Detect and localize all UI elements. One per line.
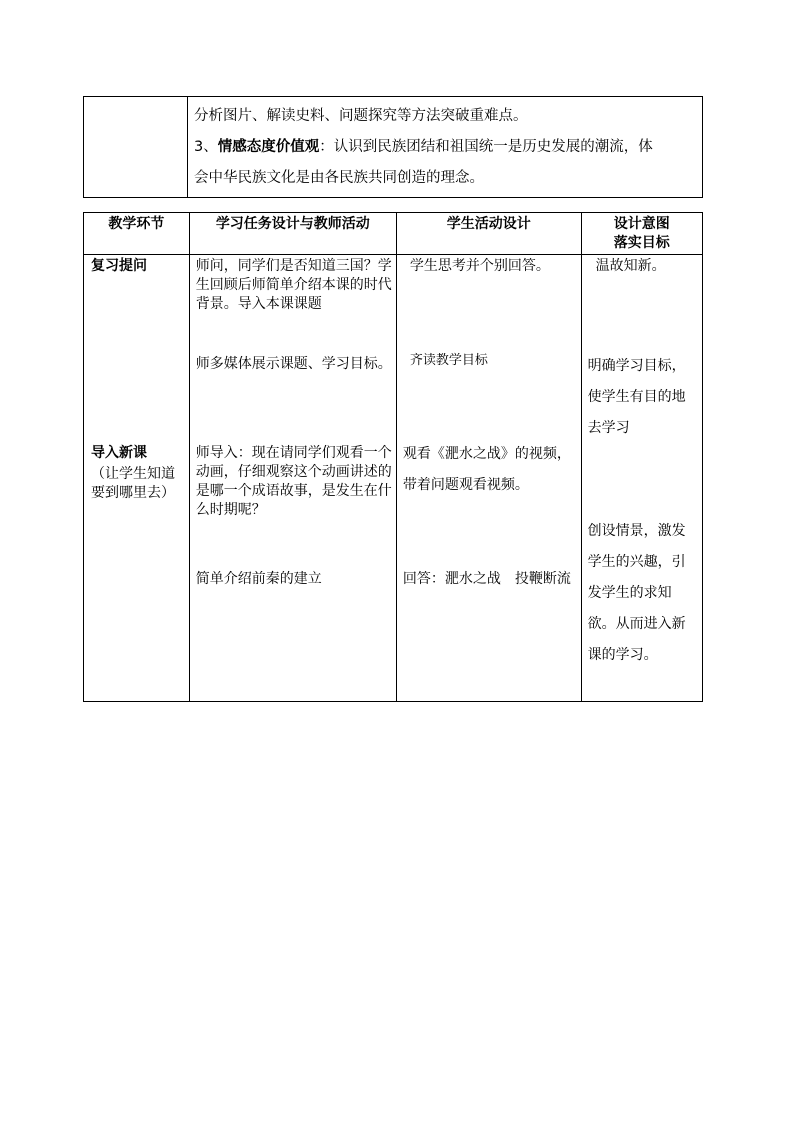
stage-review: 复习提问 <box>91 258 147 274</box>
teacher-activity-1: 师问，同学们是否知道三国？学生回顾后师简单介绍本课的时代背景。导入本课课题 <box>195 258 392 312</box>
objectives-content-cell <box>188 97 703 198</box>
objective-line-3: 会中华民族文化是由各民族共同创造的理念。 <box>194 170 484 186</box>
design-intent-3: 创设情景，激发学生的兴趣，引发学生的求知欲。从而进入新课的学习。 <box>587 523 686 663</box>
student-activity-2: 齐读教学目标 <box>409 353 488 368</box>
objective-text: ：认识到民族团结和祖国统一是历史发展的潮流，体 <box>319 139 653 155</box>
header-student-activity: 学生活动设计 <box>396 213 581 255</box>
objectives-label-cell <box>84 97 188 198</box>
student-activity-1: 学生思考并个别回答。 <box>409 258 550 274</box>
design-intent-1: 温故知新。 <box>595 258 666 274</box>
teacher-activity-3: 师导入：现在请同学们观看一个动画，仔细观察这个动画讲述的是哪一个成语故事，是发生在什么时期呢？ <box>195 445 392 518</box>
objective-number: 3、 <box>194 139 218 155</box>
teacher-activity-cell <box>189 255 396 702</box>
header-design-intent-line2: 落实目标 <box>613 235 670 251</box>
header-teaching-stage: 教学环节 <box>84 213 190 255</box>
lesson-plan-table <box>83 212 703 702</box>
header-teacher-activity: 学习任务设计与教师活动 <box>189 213 396 255</box>
stage-intro-note: （让学生知道要到哪里去） <box>91 466 175 501</box>
teacher-activity-2: 师多媒体展示课题、学习目标。 <box>195 356 392 372</box>
student-activity-4: 回答：淝水之战 投鞭断流 <box>402 571 571 587</box>
objective-heading: 情感态度价值观 <box>217 139 320 155</box>
objectives-table <box>83 96 703 198</box>
body-row <box>84 255 703 702</box>
objective-line-1: 分析图片、解读史料、问题探究等方法突破重难点。 <box>194 108 528 124</box>
teacher-activity-4: 简单介绍前秦的建立 <box>195 571 322 587</box>
design-intent-2: 明确学习目标，使学生有目的地去学习 <box>587 358 686 436</box>
student-activity-3: 观看《淝水之战》的视频，带着问题观看视频。 <box>402 446 571 493</box>
stage-intro: 导入新课 <box>91 445 147 461</box>
header-design-intent <box>581 213 702 255</box>
header-design-intent-line1: 设计意图 <box>613 216 670 232</box>
stage-cell <box>84 255 190 702</box>
objective-line-2 <box>194 132 696 163</box>
design-intent-cell <box>581 255 702 702</box>
student-activity-cell <box>396 255 581 702</box>
header-row <box>84 213 703 255</box>
